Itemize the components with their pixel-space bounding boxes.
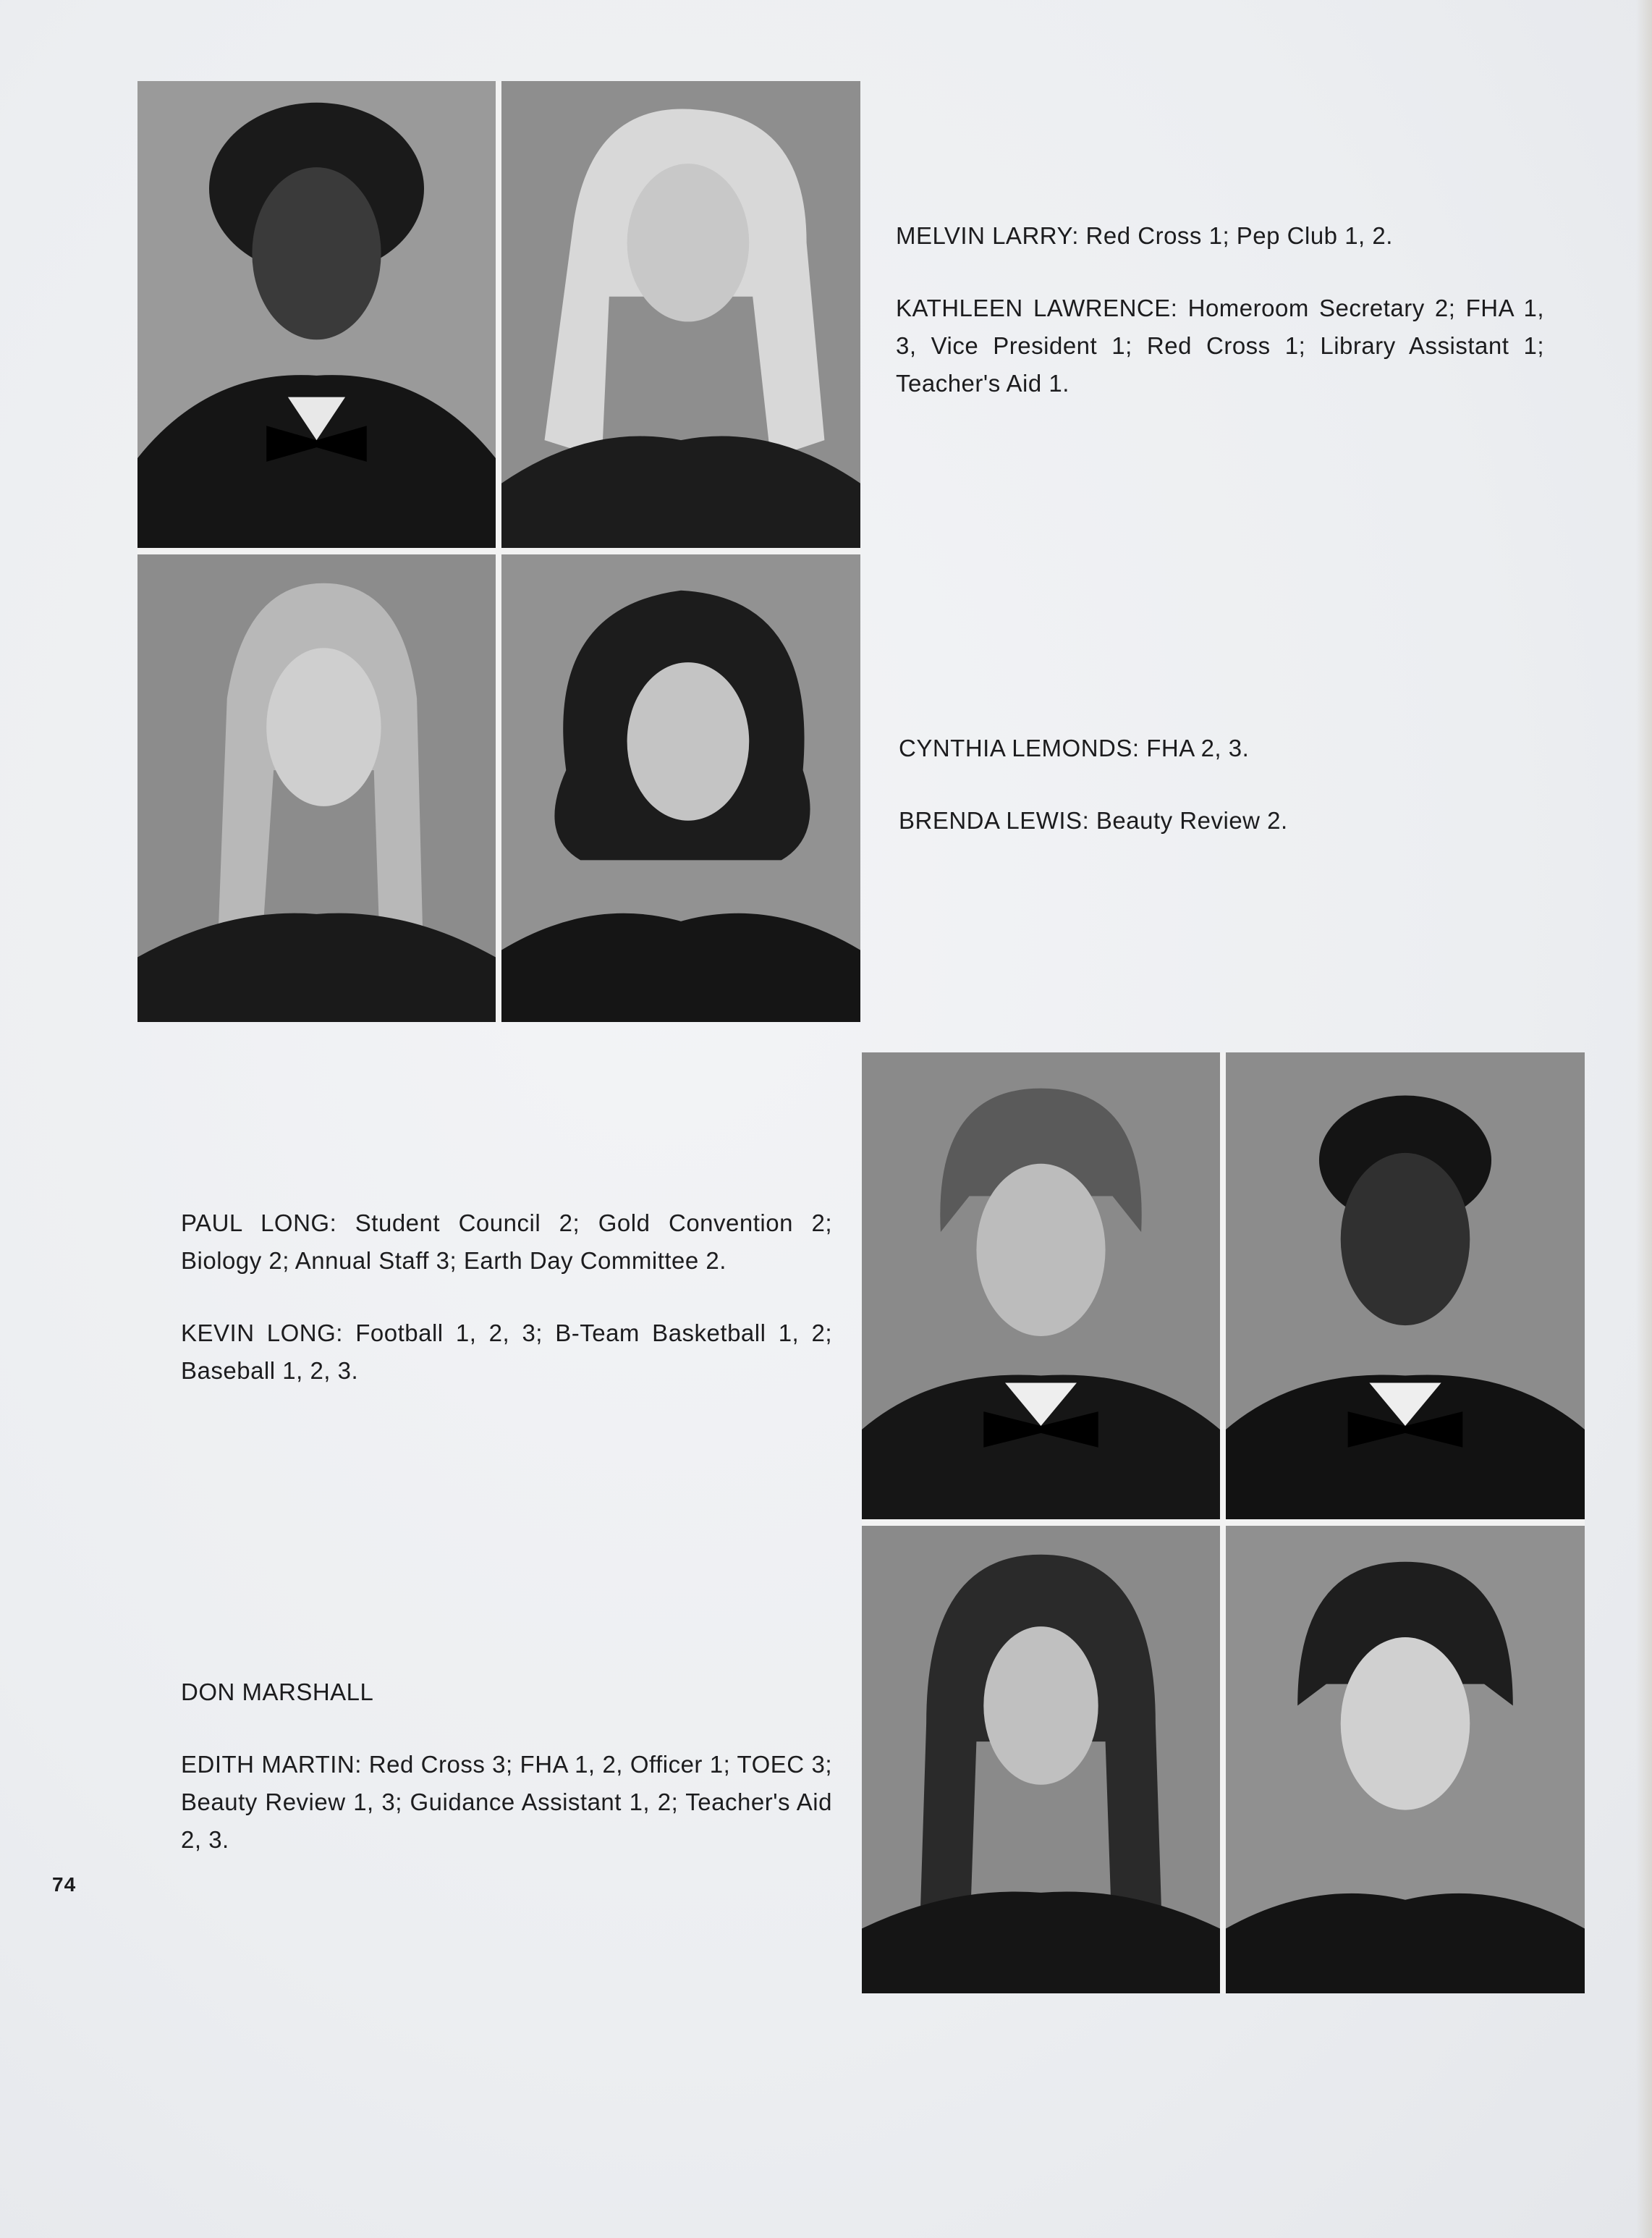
caption-kathleen-lawrence: KATHLEEN LAWRENCE: Homeroom Secretary 2; FHA 1, 3, Vice President 1; Red Cross 1; Library Assistant 1; Teacher's Aid 1. <box>896 295 1544 397</box>
page-edge <box>1636 0 1652 2238</box>
page-number: 74 <box>52 1873 77 1896</box>
portrait-kathleen-lawrence <box>501 81 860 548</box>
caption-kevin-long: KEVIN LONG: Football 1, 2, 3; B-Team Basketball 1, 2; Baseball 1, 2, 3. <box>181 1319 832 1384</box>
caption-edith-martin: EDITH MARTIN: Red Cross 3; FHA 1, 2, Officer 1; TOEC 3; Beauty Review 1, 3; Guidance Assistant 1, 2; Teacher's Aid 2, 3. <box>181 1751 832 1853</box>
portrait-paul-long <box>862 1052 1220 1519</box>
portrait-kevin-long <box>1226 1052 1585 1519</box>
caption-melvin-larry: MELVIN LARRY: Red Cross 1; Pep Club 1, 2. <box>896 222 1393 249</box>
caption-group-1 <box>896 217 1544 437</box>
portrait-don-marshall <box>862 1526 1220 1993</box>
portrait-melvin-larry <box>137 81 496 548</box>
caption-paul-long: PAUL LONG: Student Council 2; Gold Convention 2; Biology 2; Annual Staff 3; Earth Day Committee 2. <box>181 1209 832 1274</box>
caption-group-3 <box>181 1204 832 1424</box>
photo-grid-bottom <box>862 1052 1585 1993</box>
caption-brenda-lewis: BRENDA LEWIS: Beauty Review 2. <box>899 807 1288 834</box>
caption-group-2 <box>899 730 1547 874</box>
caption-don-marshall: DON MARSHALL <box>181 1678 374 1705</box>
portrait-brenda-lewis <box>501 554 860 1022</box>
portrait-edith-martin <box>1226 1526 1585 1993</box>
caption-cynthia-lemonds: CYNTHIA LEMONDS: FHA 2, 3. <box>899 735 1250 761</box>
photo-grid-top <box>137 81 860 1022</box>
caption-group-4 <box>181 1673 832 1893</box>
portrait-cynthia-lemonds <box>137 554 496 1022</box>
